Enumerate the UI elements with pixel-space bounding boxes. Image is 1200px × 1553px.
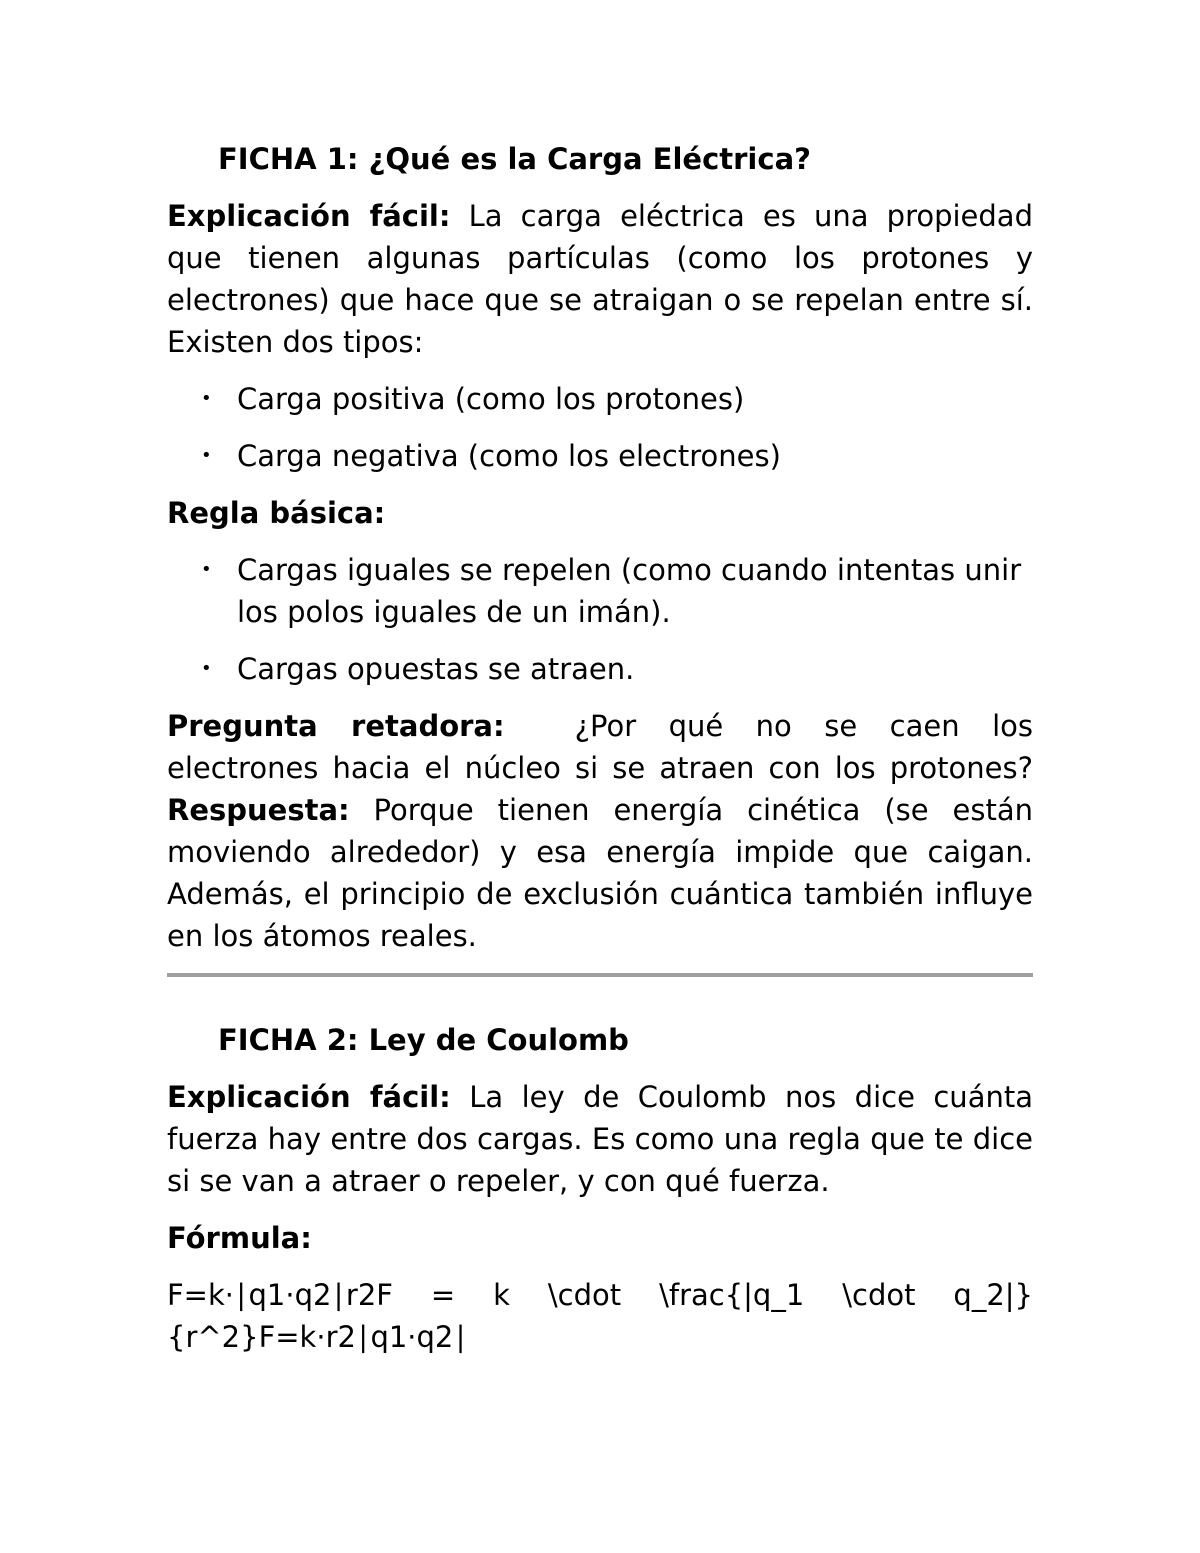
ficha1-pregunta-text: ¿Por qué no se caen los electrones hacia el núcleo si se atraen con los protones? <box>167 709 1033 785</box>
ficha1-explicacion-label: Explicación fácil: <box>167 199 451 233</box>
list-item: • Cargas iguales se repelen (como cuando intentas unir los polos iguales de un imán). <box>167 549 1033 633</box>
list-item: • Cargas opuestas se atraen. <box>167 648 1033 690</box>
ficha2-formula: F=k⋅∣q1⋅q2∣r2F = k \cdot \frac{|q_1 \cdot q_2|}{r^2}F=k⋅r2∣q1⋅q2∣ <box>167 1278 1033 1354</box>
ficha2-explicacion-text: La ley de Coulomb nos dice cuánta fuerza hay entre dos cargas. Es como una regla que te dice si se van a atraer o repeler, y con qué fuerza. <box>167 1080 1033 1198</box>
ficha1-pregunta <box>167 705 1033 957</box>
ficha2-explicacion-label: Explicación fácil: <box>167 1080 451 1114</box>
ficha1-regla-heading: Regla básica: <box>167 496 386 530</box>
bullet-icon: • <box>201 388 212 409</box>
ficha1-explicacion <box>167 195 1033 363</box>
document-page <box>167 138 1033 1373</box>
bullet-icon: • <box>201 559 212 580</box>
ficha1-respuesta-label: Respuesta: <box>167 793 350 827</box>
bullet-icon: • <box>201 445 212 466</box>
ficha2-explicacion <box>167 1076 1033 1202</box>
ficha1-title: FICHA 1: ¿Qué es la Carga Eléctrica? <box>218 142 811 176</box>
ficha1-explicacion-text: La carga eléctrica es una propiedad que tienen algunas partículas (como los protones y electrones) que hace que se atraigan o se repelan entre sí. Existen dos tipos: <box>167 199 1033 359</box>
list-item: • Carga negativa (como los electrones) <box>167 435 1033 477</box>
ficha2-formula-heading: Fórmula: <box>167 1221 312 1255</box>
section-divider <box>167 973 1033 977</box>
ficha1-tipos-list <box>167 378 1033 477</box>
ficha1-respuesta-text: Porque tienen energía cinética (se están moviendo alrededor) y esa energía impide que caigan. Además, el principio de exclusión cuántica también influye en los átomos reales. <box>167 793 1033 953</box>
ficha1-reglas-list <box>167 549 1033 690</box>
list-item: • Carga positiva (como los protones) <box>167 378 1033 420</box>
ficha2-title: FICHA 2: Ley de Coulomb <box>218 1023 629 1057</box>
ficha1-pregunta-label: Pregunta retadora: <box>167 709 505 743</box>
bullet-icon: • <box>201 658 212 679</box>
